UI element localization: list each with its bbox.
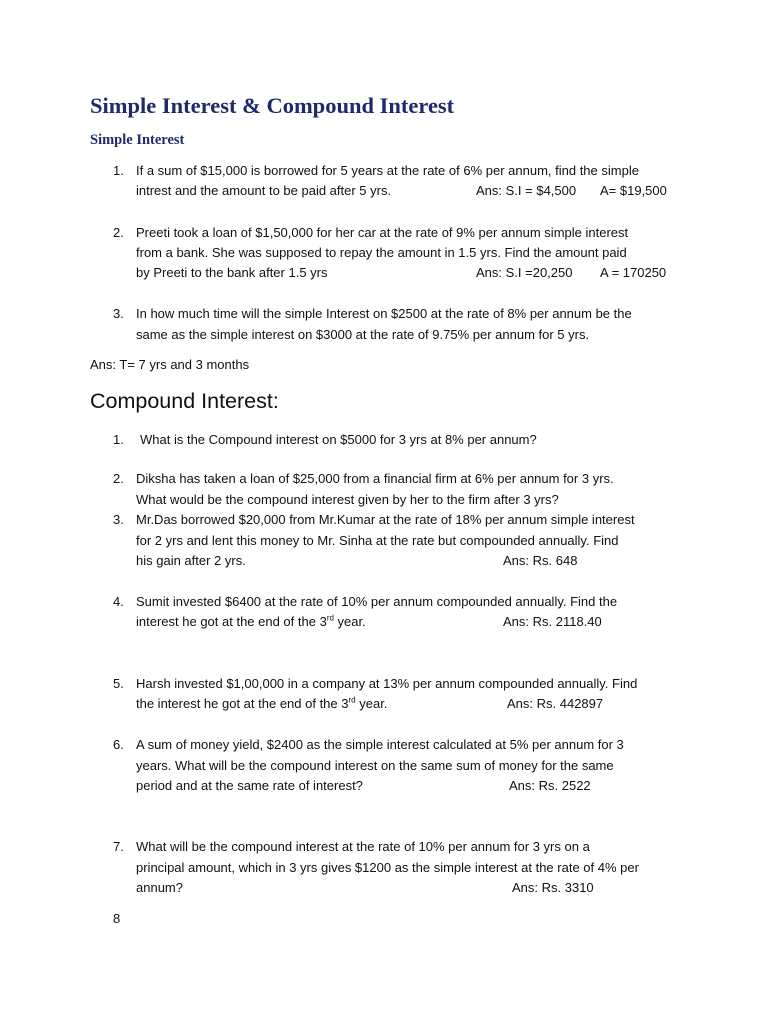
question-text: years. What will be the compound interest on the same sum of money for the same xyxy=(136,758,614,773)
question-text xyxy=(136,612,366,632)
question-text: intrest and the amount to be paid after 5 yrs. xyxy=(136,183,392,198)
question-number: 6. xyxy=(113,737,124,752)
question-number: 2. xyxy=(113,471,124,486)
question-text: What will be the compound interest at the rate of 10% per annum for 3 yrs on a xyxy=(136,839,590,854)
question-text-segment: interest he got at the end of the 3 xyxy=(136,614,327,629)
question-number: 1. xyxy=(113,163,124,178)
question-number: 5. xyxy=(113,676,124,691)
question-text: Diksha has taken a loan of $25,000 from a financial firm at 6% per annum for 3 yrs. xyxy=(136,471,614,486)
answer-text: Ans: Rs. 648 xyxy=(503,553,578,568)
question-number: 3. xyxy=(113,512,124,527)
section-heading-compound-interest: Compound Interest: xyxy=(90,389,279,413)
question-number: 7. xyxy=(113,839,124,854)
question-text: What would be the compound interest given by her to the firm after 3 yrs? xyxy=(136,492,559,507)
answer-text: Ans: Rs. 2118.40 xyxy=(503,614,602,629)
question-text: Preeti took a loan of $1,50,000 for her car at the rate of 9% per annum simple interest xyxy=(136,225,629,240)
question-text: his gain after 2 yrs. xyxy=(136,553,246,568)
question-number: 1. xyxy=(113,432,124,447)
question-text xyxy=(136,694,387,714)
answer-text: A = 170250 xyxy=(600,265,667,280)
question-text: for 2 yrs and lent this money to Mr. Sinha at the rate but compounded annually. Find xyxy=(136,533,619,548)
answer-text: Ans: S.I = $4,500 xyxy=(476,183,577,198)
answer-text: A= $19,500 xyxy=(600,183,667,198)
question-text: In how much time will the simple Interest on $2500 at the rate of 8% per annum be the xyxy=(136,306,632,321)
question-text: A sum of money yield, $2400 as the simple interest calculated at 5% per annum for 3 xyxy=(136,737,624,752)
answer-text: Ans: Rs. 442897 xyxy=(507,696,604,711)
ordinal-suffix: rd xyxy=(326,613,334,623)
question-number: 4. xyxy=(113,594,124,609)
question-text: from a bank. She was supposed to repay the amount in 1.5 yrs. Find the amount paid xyxy=(136,245,627,260)
question-text: Sumit invested $6400 at the rate of 10% per annum compounded annually. Find the xyxy=(136,594,618,609)
ordinal-suffix: rd xyxy=(348,695,356,705)
answer-text: Ans: Rs. 3310 xyxy=(512,880,594,895)
section-heading-simple-interest: Simple Interest xyxy=(90,132,185,148)
page-number: 8 xyxy=(113,911,121,926)
question-text: What is the Compound interest on $5000 for 3 yrs at 8% per annum? xyxy=(140,432,537,447)
question-text: by Preeti to the bank after 1.5 yrs xyxy=(136,265,328,280)
question-text: annum? xyxy=(136,880,183,895)
question-text-segment: year. xyxy=(333,614,366,629)
answer-text: Ans: S.I =20,250 xyxy=(476,265,573,280)
question-text: same as the simple interest on $3000 at the rate of 9.75% per annum for 5 yrs. xyxy=(136,327,590,342)
question-text: Mr.Das borrowed $20,000 from Mr.Kumar at the rate of 18% per annum simple interest xyxy=(136,512,635,527)
answer-text: Ans: Rs. 2522 xyxy=(509,778,591,793)
question-text: period and at the same rate of interest? xyxy=(136,778,363,793)
question-text: principal amount, which in 3 yrs gives $1200 as the simple interest at the rate of 4% per xyxy=(136,860,639,875)
question-text: Harsh invested $1,00,000 in a company at 13% per annum compounded annually. Find xyxy=(136,676,638,691)
question-number: 3. xyxy=(113,306,124,321)
question-text-segment: the interest he got at the end of the 3 xyxy=(136,696,349,711)
question-number: 2. xyxy=(113,225,124,240)
page-title: Simple Interest & Compound Interest xyxy=(90,93,455,118)
answer-text: Ans: T= 7 yrs and 3 months xyxy=(90,357,250,372)
question-text: If a sum of $15,000 is borrowed for 5 years at the rate of 6% per annum, find the simple xyxy=(136,163,639,178)
question-text-segment: year. xyxy=(355,696,388,711)
